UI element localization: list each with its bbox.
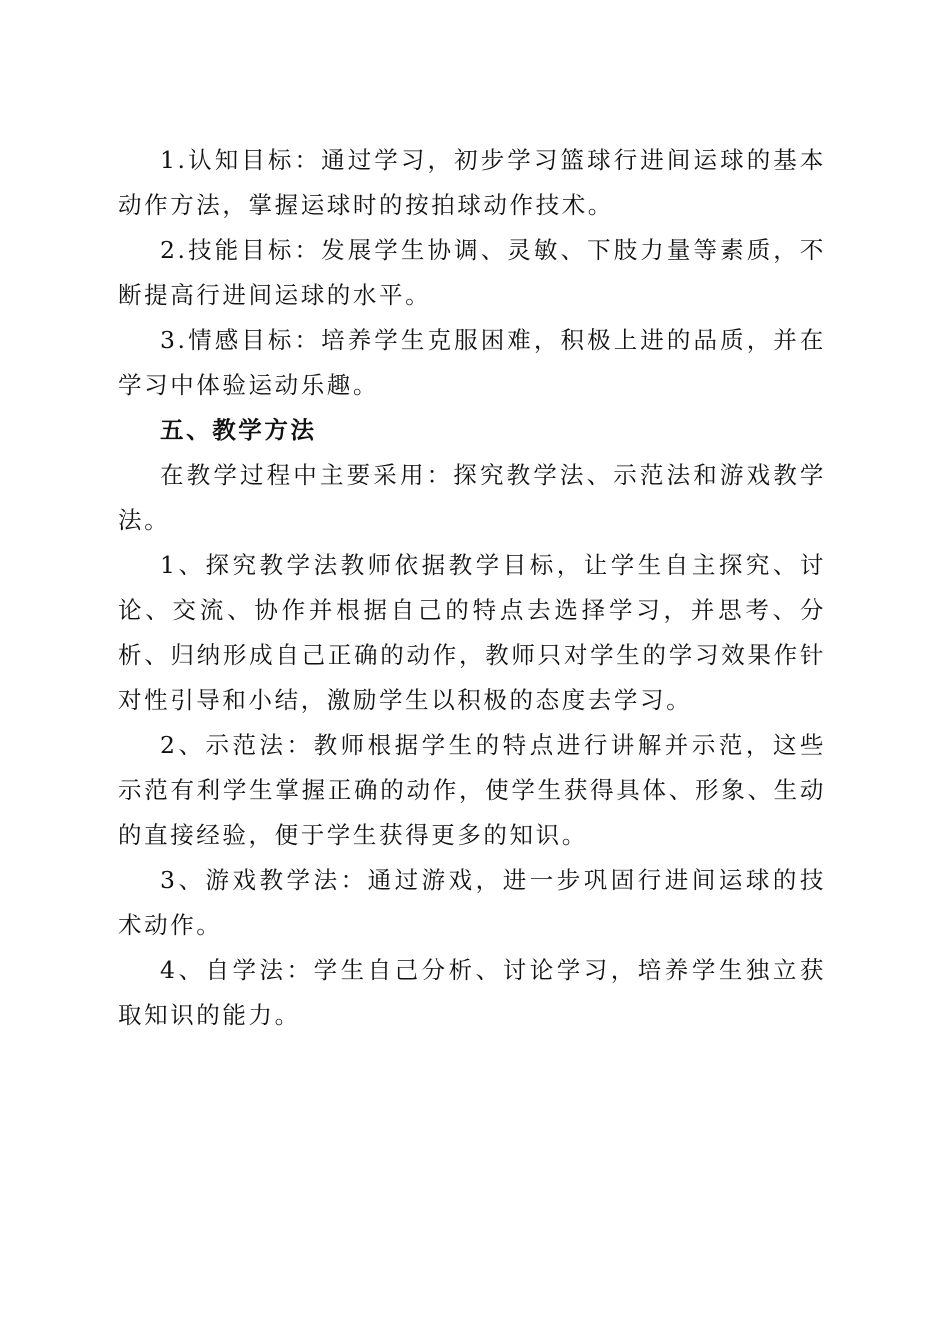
method-self-study: 4、自学法：学生自己分析、讨论学习，培养学生独立获取知识的能力。 xyxy=(118,956,826,1029)
method-demonstration: 2、示范法：教师根据学生的特点进行讲解并示范，这些示范有利学生掌握正确的动作，使学生获得具体、形象、生动的直接经验，便于学生获得更多的知识。 xyxy=(118,731,826,849)
objective-skill: 2.技能目标：发展学生协调、灵敏、下肢力量等素质，不断提高行进间运球的水平。 xyxy=(118,236,826,309)
objective-emotional: 3.情感目标：培养学生克服困难，积极上进的品质，并在学习中体验运动乐趣。 xyxy=(118,326,826,399)
section-heading-teaching-methods: 五、教学方法 xyxy=(160,416,317,444)
document-page xyxy=(118,138,826,1038)
method-game: 3、游戏教学法：通过游戏，进一步巩固行进间运球的技术动作。 xyxy=(118,866,826,939)
objective-cognitive: 1.认知目标：通过学习，初步学习篮球行进间运球的基本动作方法，掌握运球时的按拍球动作技术。 xyxy=(118,146,826,219)
method-inquiry: 1、探究教学法教师依据教学目标，让学生自主探究、讨论、交流、协作并根据自己的特点去选择学习，并思考、分析、归纳形成自己正确的动作，教师只对学生的学习效果作针对性引导和小结，激励学生以积极的态度去学习。 xyxy=(118,551,826,714)
methods-intro: 在教学过程中主要采用：探究教学法、示范法和游戏教学法。 xyxy=(118,461,826,534)
